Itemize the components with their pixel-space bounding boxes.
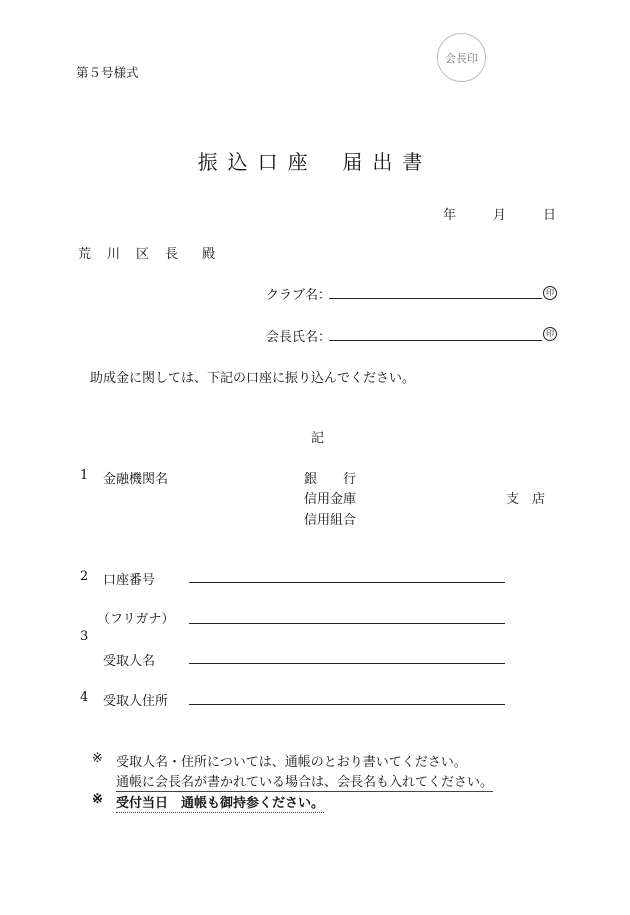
page-title — [0, 146, 630, 175]
note-line-1: 受取人名・住所については、通帳のとおり書いてください。 — [116, 755, 467, 770]
item4-label: 受取人住所 — [103, 694, 169, 709]
club-name-seal-mark: 印 — [543, 286, 557, 300]
president-name-label: 会長氏名： — [266, 330, 332, 345]
title-part2: 届出書 — [342, 150, 433, 174]
form-number: 第５号様式 — [76, 65, 139, 80]
addressee: 荒 川 区 長 殿 — [78, 243, 231, 262]
item1-branch: 支 店 — [506, 492, 546, 507]
item1-shinkin: 信用金庫 — [304, 492, 357, 507]
furigana-field[interactable] — [189, 623, 505, 624]
president-name-seal-mark: 印 — [543, 327, 557, 341]
note-line-3: 受付当日 通帳も御持参ください。 — [116, 796, 325, 811]
account-number-field[interactable] — [189, 582, 505, 583]
club-name-label: クラブ名： — [266, 288, 332, 303]
title-part1: 振込口座 — [197, 150, 318, 174]
item3-label: 受取人名 — [103, 654, 156, 669]
item2-label: 口座番号 — [103, 573, 156, 588]
item3-furigana: （フリガナ） — [97, 612, 175, 627]
date-year: 年 — [443, 208, 457, 223]
item2-number: 2 — [80, 569, 89, 584]
president-seal-box — [437, 33, 486, 82]
request-text: 助成金に関しては、下記の口座に振り込んでください。 — [90, 371, 416, 386]
club-name-field[interactable] — [329, 298, 542, 299]
note-line-2: 通帳に会長名が書かれている場合は、会長名も入れてください。 — [116, 775, 494, 790]
item1-number: 1 — [80, 468, 89, 483]
item1-kumiai: 信用組合 — [304, 513, 357, 528]
item1-label: 金融機関名 — [103, 472, 169, 487]
ki-label: 記 — [311, 431, 325, 446]
recipient-address-field[interactable] — [189, 704, 505, 705]
note-mark-1: ※ — [92, 751, 103, 766]
item1-bank: 銀 行 — [304, 472, 357, 487]
recipient-name-field[interactable] — [189, 663, 505, 664]
note-mark-2: ※ — [92, 792, 103, 807]
seal-label: 会長印 — [445, 51, 478, 65]
addressee-honorific: 殿 — [202, 247, 216, 262]
date-day: 日 — [543, 208, 557, 223]
item4-number: 4 — [80, 690, 89, 705]
item3-number: 3 — [80, 629, 89, 644]
president-name-field[interactable] — [329, 340, 542, 341]
date-month: 月 — [493, 208, 507, 223]
